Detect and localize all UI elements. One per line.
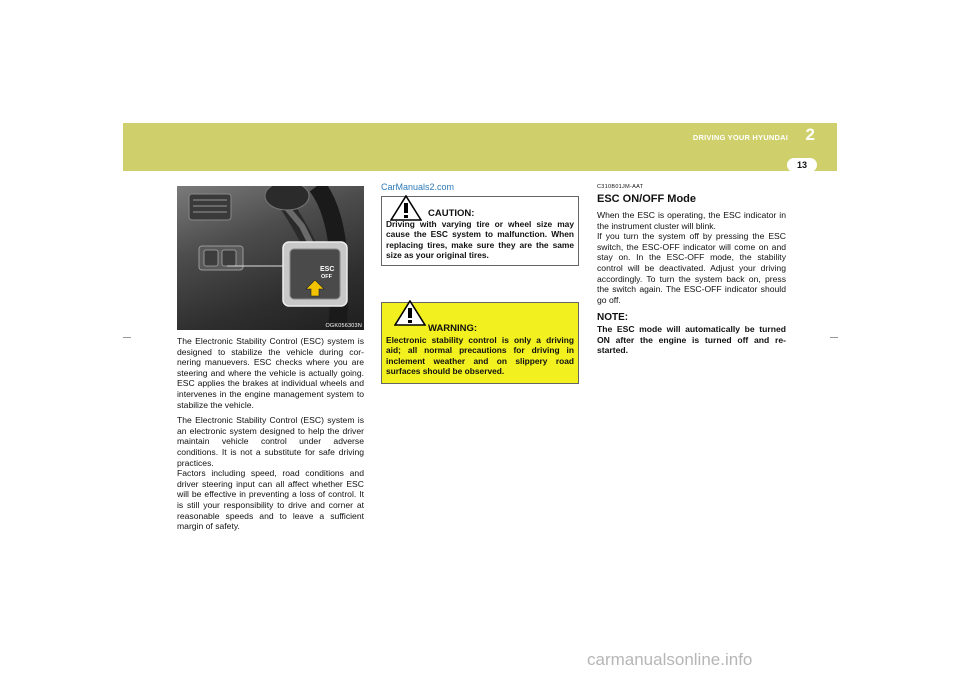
watermark-top[interactable]: CarManuals2.com: [381, 182, 455, 192]
chapter-number: 2: [805, 125, 815, 144]
esc-button-label-bottom: OFF: [321, 274, 332, 280]
section-header-title: DRIVING YOUR HYUNDAI: [692, 133, 788, 142]
paragraph-esc-description: The Electronic Stability Control (ESC) system is designed to stabilize the vehicle during cor-nering manuevers. ESC checks where you are steering and where the vehicle is actually going. ESC applies the brakes at individual wheels and intervenes in the engine management system to stabilize the vehicle.: [177, 336, 364, 410]
esc-button-label-top: ESC: [320, 266, 335, 273]
crop-mark-left: [123, 337, 131, 338]
section-title: ESC ON/OFF Mode: [597, 193, 696, 205]
esc-switch-photo: [177, 186, 364, 330]
caution-exclamation-icon: [390, 195, 422, 221]
header-band: [123, 123, 837, 171]
esc-mode-paragraph: When the ESC is operating, the ESC indicator in the instrument cluster will blink. If you turn the system off by pressing the ESC switch, the ESC-OFF indicator will come on and stay on. In the ESC-OFF mode, the stability control will be deactivated. Adjust your driving accordingly. To turn the system back on, press the switch again. The ESC-OFF indicator should go off.: [597, 210, 786, 305]
crop-mark-right: [830, 337, 838, 338]
caution-title: CAUTION:: [428, 208, 475, 219]
figure-image-code: OGK056303N: [325, 323, 362, 329]
caution-text: Driving with varying tire or wheel size may cause the ESC system to malfunction. When replacing tires, make sure they are the same size as your original tires.: [386, 219, 574, 261]
dashboard-illustration: [177, 186, 364, 330]
warning-box: [381, 302, 579, 384]
paragraph-esc-limitations: The Electronic Stability Control (ESC) system is an electronic system designed to help the driver maintain vehicle control under adverse conditions. It is not a substitute for safe driving practices. Factors including speed, road conditions and driver steering input can all affect whether ESC will be effective in preventing a loss of control. It is still your responsibility to drive and corner at reasonable speeds and to leave a sufficient margin of safety.: [177, 415, 364, 532]
section-code: C310B01JM-AAT: [597, 184, 644, 190]
caution-box: [381, 196, 579, 266]
note-text: The ESC mode will automatically be turned ON after the engine is turned off and re-started.: [597, 324, 786, 356]
note-label: NOTE:: [597, 312, 629, 323]
left-column-text: [177, 336, 364, 537]
warning-text: Electronic stability control is only a driving aid; all normal precautions for driving in inclement weather and on slippery road surfaces should be observed.: [386, 335, 574, 377]
watermark-bottom[interactable]: carmanualsonline.info: [587, 650, 753, 669]
warning-title: WARNING:: [428, 323, 478, 334]
page-number: 13: [787, 158, 817, 172]
warning-exclamation-icon: [394, 300, 426, 326]
